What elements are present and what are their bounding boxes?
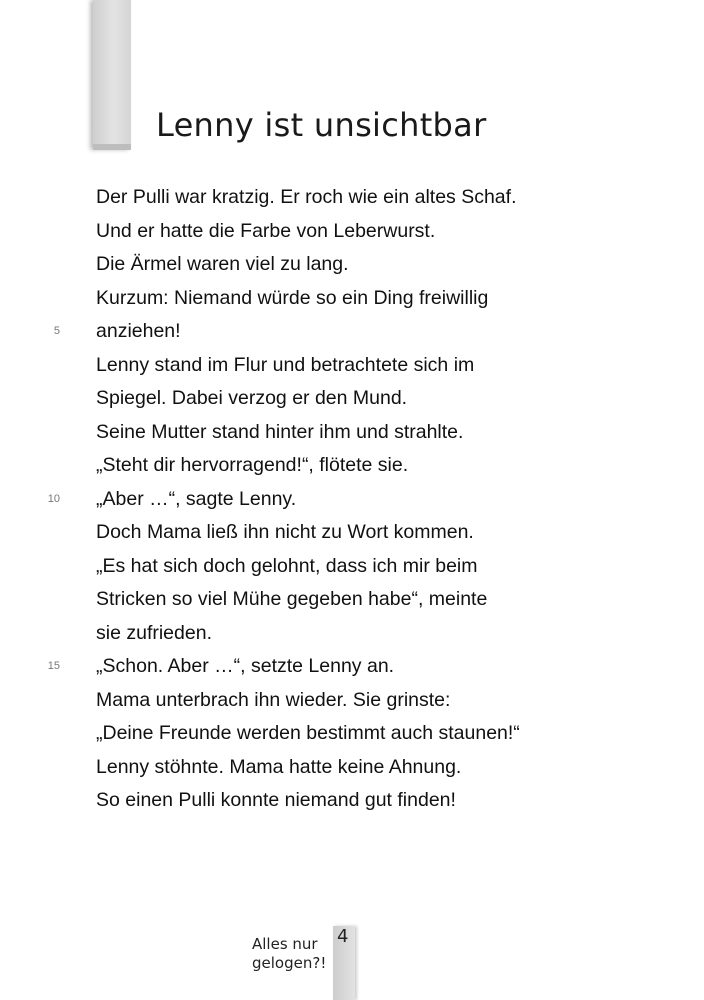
text-line (96, 248, 656, 282)
line-text: Mama unterbrach ihn wieder. Sie grinste: (96, 688, 451, 711)
line-text: Und er hatte die Farbe von Leberwurst. (96, 219, 436, 242)
text-line (47, 650, 656, 684)
text-line (96, 751, 656, 785)
series-name-line1: Alles nur (252, 935, 318, 953)
line-text: Der Pulli war kratzig. Er roch wie ein altes Schaf. (96, 186, 517, 208)
text-line (96, 215, 656, 249)
line-number: 5 (53, 325, 60, 337)
text-line (47, 483, 656, 517)
text-line (96, 784, 656, 818)
line-text: Spiegel. Dabei verzog er den Mund. (96, 387, 408, 409)
line-text: Stricken so viel Mühe gegeben habe“, meinte (96, 588, 488, 610)
text-line (96, 382, 656, 416)
text-line (96, 583, 656, 617)
line-number: 10 (47, 492, 60, 505)
text-line (96, 449, 656, 483)
line-text: Lenny stöhnte. Mama hatte keine Ahnung. (96, 755, 462, 778)
line-text: Die Ärmel waren viel zu lang. (96, 253, 349, 275)
text-line (96, 617, 656, 651)
line-text: So einen Pulli konnte niemand gut finden! (96, 789, 456, 811)
line-text: Seine Mutter stand hinter ihm und strahlte. (96, 420, 464, 443)
text-line (96, 181, 656, 215)
line-text: anziehen! (96, 320, 181, 342)
line-text: „Schon. Aber …“, setzte Lenny an. (96, 655, 395, 677)
line-text: „Aber …“, sagte Lenny. (96, 487, 297, 510)
line-text: Kurzum: Niemand würde so ein Ding freiwillig (96, 286, 489, 309)
line-number: 15 (47, 660, 60, 672)
line-text: „Steht dir hervorragend!“, flötete sie. (96, 454, 409, 476)
text-line (96, 717, 656, 751)
chapter-title: Lenny ist unsichtbar (156, 106, 487, 144)
line-text: Lenny stand im Flur und betrachtete sich im (96, 353, 475, 376)
text-line (96, 550, 656, 584)
text-line (96, 349, 656, 383)
line-text: Doch Mama ließ ihn nicht zu Wort kommen. (96, 521, 474, 543)
text-line (96, 282, 656, 316)
text-line (96, 684, 656, 718)
line-text: „Deine Freunde werden bestimmt auch staunen!“ (96, 722, 520, 744)
series-name-line2: gelogen?! (252, 954, 327, 972)
line-text: sie zufrieden. (96, 621, 212, 644)
text-line (96, 516, 656, 550)
text-line (53, 315, 656, 349)
volume-number: 4 (337, 926, 349, 947)
line-text: „Es hat sich doch gelohnt, dass ich mir beim (96, 554, 478, 577)
text-line (96, 416, 656, 450)
story-text (47, 181, 656, 818)
chapter-tab-marker (93, 0, 131, 150)
